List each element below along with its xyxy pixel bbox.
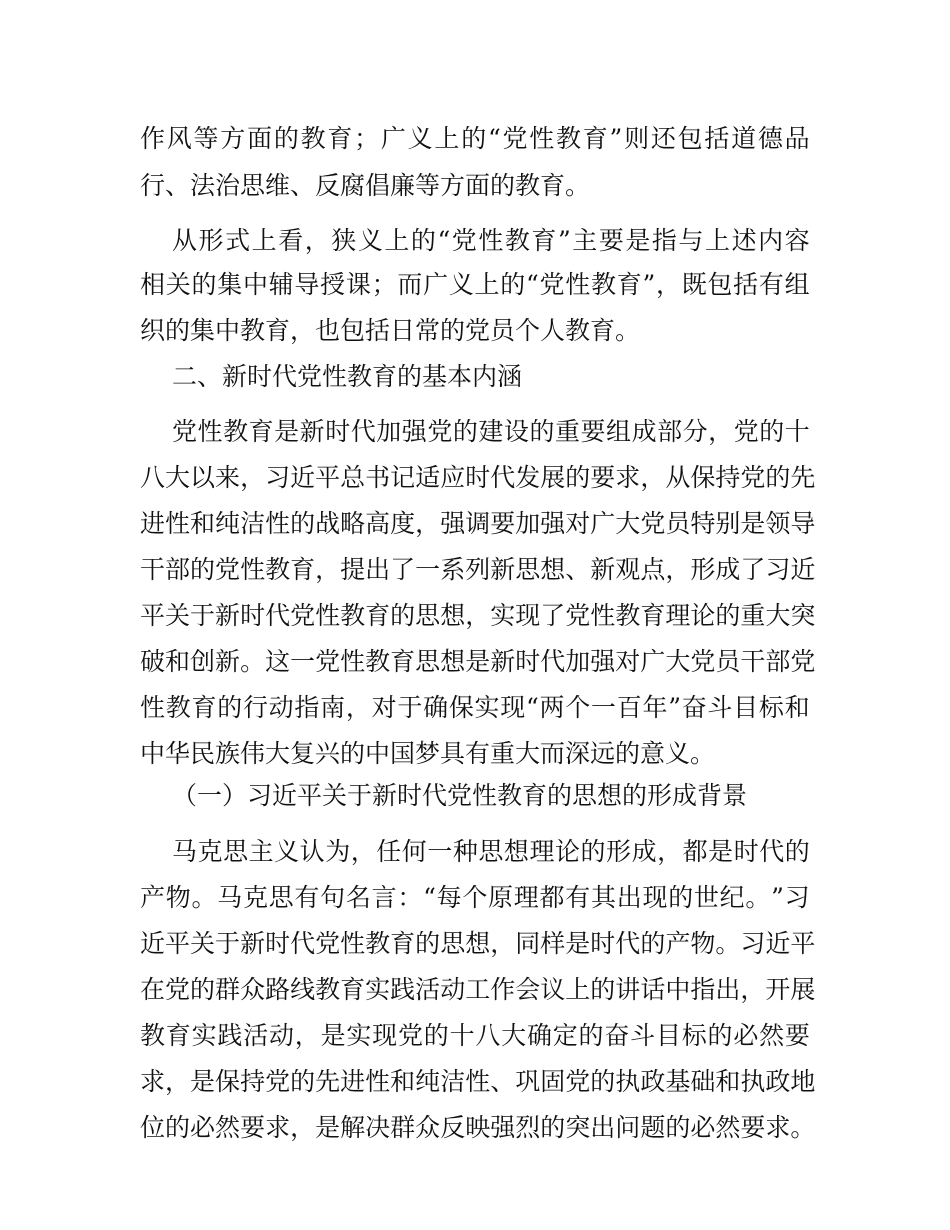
text-line: 作 风 等 方 面 的 教 育 ； 广 义 上 的 “ 党 性 教 育 ” 则 还 包 括 道 德 品 xyxy=(140,124,810,153)
text-line: 八 大 以 来 ， 习 近 平 总 书 记 适 应 时 代 发 展 的 要 求 ， 从 保 持 党 的 先 xyxy=(140,463,816,492)
text-line: 位 的 必 然 要 求 ， 是 解 决 群 众 反 映 强 烈 的 突 出 问 题 的 必 然 要 求 。 xyxy=(140,1113,816,1142)
text-line: 中华民族伟大复兴的中国梦具有重大而深远的意义。 xyxy=(140,739,716,768)
text-line: 在 党 的 群 众 路 线 教 育 实 践 活 动 工 作 会 议 上 的 讲 话 中 指 出 ， 开 展 xyxy=(140,975,816,1004)
text-line: 性 教 育 的 行 动 指 南 ， 对 于 确 保 实 现 “ 两 个 一 百 年 ” 奋 斗 目 标 和 xyxy=(140,693,810,722)
text-line: （一）习近平关于新时代党性教育的思想的形成背景 xyxy=(172,781,748,810)
text-line: 平 关 于 新 时 代 党 性 教 育 的 思 想 ， 实 现 了 党 性 教 育 理 论 的 重 大 突 xyxy=(140,601,816,630)
text-line: 二、新时代党性教育的基本内涵 xyxy=(172,362,523,391)
text-line: 产 物 。 马 克 思 有 句 名 言 ： “ 每 个 原 理 都 有 其 出 现 的 世 纪 。 ” 习 xyxy=(140,883,810,912)
text-line: 马 克 思 主 义 认 为 ， 任 何 一 种 思 想 理 论 的 形 成 ， 都 是 时 代 的 xyxy=(172,837,810,866)
text-line: 从 形 式 上 看 ， 狭 义 上 的 “ 党 性 教 育 ” 主 要 是 指 与 上 述 内 容 xyxy=(172,226,810,255)
text-line: 织的集中教育，也包括日常的党员个人教育。 xyxy=(140,316,641,345)
text-line: 行、法治思维、反腐倡廉等方面的教育。 xyxy=(140,171,591,200)
text-line: 党 性 教 育 是 新 时 代 加 强 党 的 建 设 的 重 要 组 成 部 分 ， 党 的 十 xyxy=(172,417,810,446)
text-line: 求 ， 是 保 持 党 的 先 进 性 和 纯 洁 性 、 巩 固 党 的 执 政 基 础 和 执 政 地 xyxy=(140,1067,816,1096)
text-line: 教 育 实 践 活 动 ， 是 实 现 党 的 十 八 大 确 定 的 奋 斗 目 标 的 必 然 要 xyxy=(140,1021,810,1050)
text-line: 相 关 的 集 中 辅 导 授 课 ； 而 广 义 上 的 “ 党 性 教 育 ” ， 既 包 括 有 组 xyxy=(140,270,810,299)
text-line: 进 性 和 纯 洁 性 的 战 略 高 度 ， 强 调 要 加 强 对 广 大 党 员 特 别 是 领 导 xyxy=(140,509,816,538)
text-line: 破 和 创 新 。 这 一 党 性 教 育 思 想 是 新 时 代 加 强 对 广 大 党 员 干 部 党 xyxy=(140,647,816,676)
text-line: 干 部 的 党 性 教 育 ， 提 出 了 一 系 列 新 思 想 、 新 观 点 ， 形 成 了 习 近 xyxy=(140,555,816,584)
text-line: 近 平 关 于 新 时 代 党 性 教 育 的 思 想 ， 同 样 是 时 代 的 产 物 。 习 近 平 xyxy=(140,929,816,958)
